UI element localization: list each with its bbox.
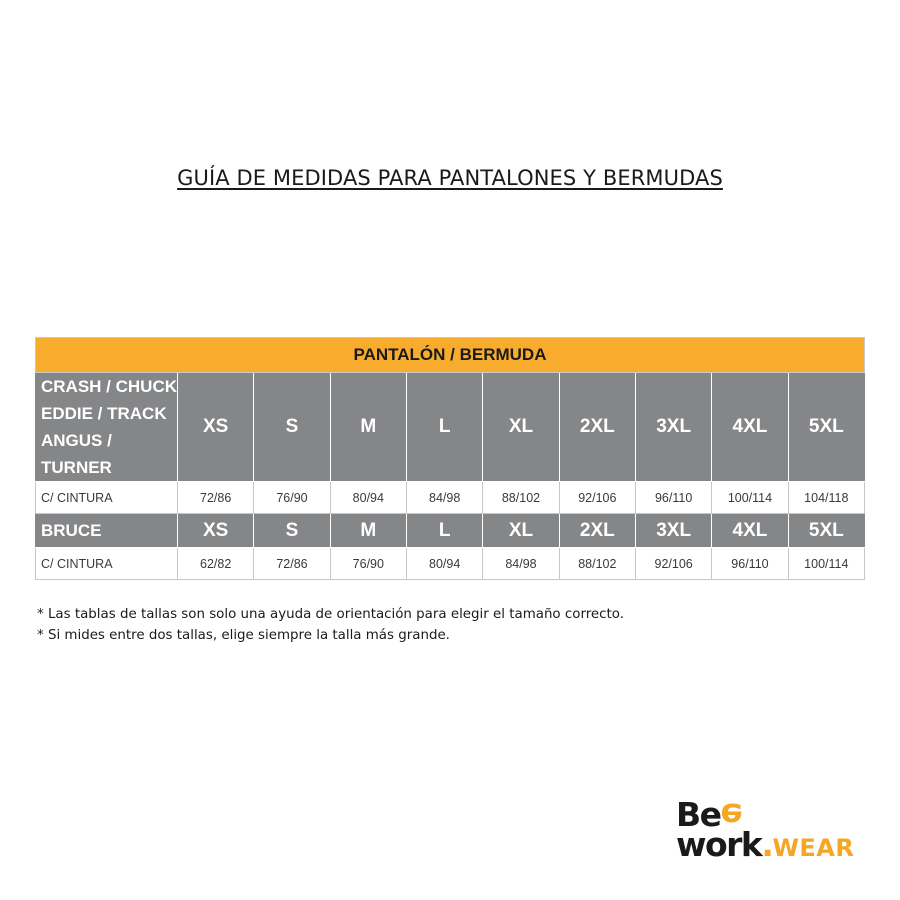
model-name: ANGUS / TURNER	[41, 431, 112, 477]
table-cell: 100/114	[788, 548, 864, 580]
table-cell: 88/102	[559, 548, 635, 580]
size-header: L	[406, 373, 482, 482]
model-name: EDDIE / TRACK	[41, 404, 167, 423]
size-header: 5XL	[788, 514, 864, 548]
brand-logo	[676, 795, 856, 868]
logo-text: Be	[676, 795, 721, 834]
table-cell: 92/106	[635, 548, 711, 580]
logo-dot: .	[761, 825, 773, 864]
size-header: XS	[178, 514, 254, 548]
size-header: 2XL	[559, 514, 635, 548]
size-header: 4XL	[712, 514, 788, 548]
table-cell: 80/94	[406, 548, 482, 580]
size-header: XL	[483, 373, 559, 482]
row-label: C/ CINTURA	[36, 482, 178, 514]
size-header: 3XL	[635, 373, 711, 482]
table-cell: 96/110	[712, 548, 788, 580]
model-name: CRASH / CHUCK	[41, 377, 177, 396]
logo-text: work	[676, 825, 762, 864]
table-cell: 96/110	[635, 482, 711, 514]
size-header: 3XL	[635, 514, 711, 548]
logo-flipped-e: e	[720, 796, 742, 835]
table-row	[36, 548, 865, 580]
table-cell: 76/90	[330, 548, 406, 580]
row-label: C/ CINTURA	[36, 548, 178, 580]
size-header: S	[254, 373, 330, 482]
model-name: BRUCE	[41, 521, 102, 540]
size-header: 4XL	[712, 373, 788, 482]
header-row-group-2	[36, 514, 865, 548]
model-names-group-2	[36, 514, 178, 548]
size-header: M	[330, 373, 406, 482]
table-cell: 92/106	[559, 482, 635, 514]
header-row-group-1	[36, 373, 865, 482]
size-header: 2XL	[559, 373, 635, 482]
size-header: L	[406, 514, 482, 548]
size-table	[35, 337, 865, 580]
table-cell: 62/82	[178, 548, 254, 580]
footnotes	[37, 604, 624, 646]
table-cell: 84/98	[406, 482, 482, 514]
table-cell: 80/94	[330, 482, 406, 514]
size-header: M	[330, 514, 406, 548]
table-cell: 104/118	[788, 482, 864, 514]
table-banner: PANTALÓN / BERMUDA	[36, 338, 865, 373]
footnote: * Si mides entre dos tallas, elige siempre la talla más grande.	[37, 628, 450, 643]
table-cell: 72/86	[254, 548, 330, 580]
page-title: GUÍA DE MEDIDAS PARA PANTALONES Y BERMUDAS	[177, 166, 723, 190]
table-cell: 84/98	[483, 548, 559, 580]
table-cell: 88/102	[483, 482, 559, 514]
model-names-group-1	[36, 373, 178, 482]
size-header: XL	[483, 514, 559, 548]
size-header: 5XL	[788, 373, 864, 482]
table-cell: 72/86	[178, 482, 254, 514]
table-row	[36, 482, 865, 514]
size-header: XS	[178, 373, 254, 482]
logo-line-2	[676, 825, 855, 865]
size-header: S	[254, 514, 330, 548]
logo-wear-text: WEAR	[772, 834, 855, 862]
table-cell: 100/114	[712, 482, 788, 514]
table-cell: 76/90	[254, 482, 330, 514]
table-banner-row	[36, 338, 865, 373]
footnote: * Las tablas de tallas son solo una ayuda de orientación para elegir el tamaño correcto.	[37, 607, 624, 622]
